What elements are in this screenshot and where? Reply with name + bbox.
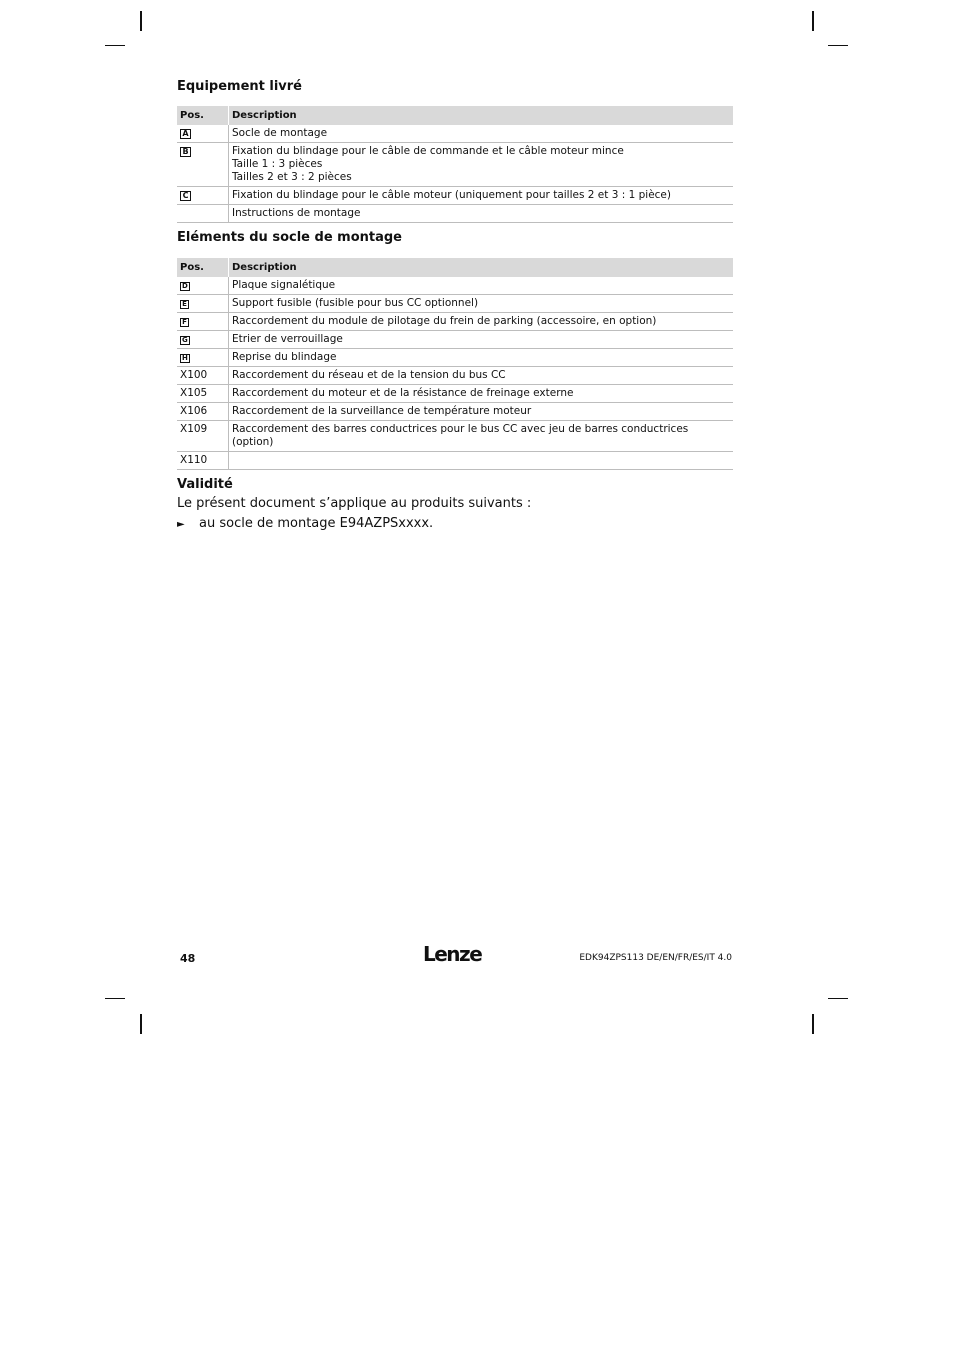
- crop-mark: [812, 11, 814, 31]
- cell-pos: X106: [177, 403, 229, 421]
- cell-description: Plaque signalétique: [229, 277, 734, 295]
- table-row: [177, 421, 733, 452]
- page-number: 48: [180, 952, 196, 965]
- position-letter-box: D: [182, 282, 188, 290]
- cell-pos: [177, 349, 229, 367]
- cell-pos: [177, 143, 229, 187]
- table-row: [177, 313, 733, 331]
- table-row: [177, 367, 733, 385]
- cell-description: Fixation du blindage pour le câble moteur (uniquement pour tailles 2 et 3 : 1 pièce): [229, 187, 734, 205]
- position-letter-box: E: [180, 300, 189, 309]
- cell-description: Raccordement du moteur et de la résistance de freinage externe: [229, 385, 734, 403]
- position-letter-box: F: [180, 318, 189, 327]
- position-letter-box: B: [180, 147, 191, 157]
- table-row: [177, 187, 733, 205]
- table-equipement: [177, 106, 733, 223]
- table-row: [177, 277, 733, 295]
- crop-mark: [105, 45, 125, 46]
- bullet-text: au socle de montage E94AZPSxxxx.: [199, 516, 434, 531]
- page-content: [177, 78, 733, 535]
- crop-mark: [140, 1014, 142, 1034]
- cell-pos: X100: [177, 367, 229, 385]
- cell-description: Support fusible (fusible pour bus CC optionnel): [229, 295, 734, 313]
- validite-bullet-item: [177, 514, 733, 535]
- crop-mark: [105, 998, 125, 999]
- table-row: [177, 143, 733, 187]
- table-row: [177, 349, 733, 367]
- table-elements: [177, 258, 733, 470]
- crop-mark: [812, 1014, 814, 1034]
- position-letter-box: H: [182, 354, 188, 362]
- header-pos: Pos.: [177, 258, 229, 277]
- cell-description: Socle de montage: [229, 125, 734, 143]
- document-id: EDK94ZPS113 DE/EN/FR/ES/IT 4.0: [579, 953, 732, 963]
- cell-description: [229, 452, 734, 470]
- section-title-equipement: Equipement livré: [177, 79, 302, 94]
- table-row: [177, 331, 733, 349]
- position-letter-box: C: [180, 191, 191, 201]
- cell-description: Instructions de montage: [229, 205, 734, 223]
- cell-description: Raccordement du réseau et de la tension du bus CC: [229, 367, 734, 385]
- cell-pos: [177, 125, 229, 143]
- position-letter-box: A: [180, 129, 191, 139]
- lenze-logo: Lenze: [423, 942, 482, 966]
- cell-pos: [177, 277, 229, 295]
- table-row: [177, 125, 733, 143]
- cell-description: Raccordement de la surveillance de température moteur: [229, 403, 734, 421]
- cell-description: Etrier de verrouillage: [229, 331, 734, 349]
- section-title-elements: Eléments du socle de montage: [177, 230, 402, 245]
- cell-pos: X105: [177, 385, 229, 403]
- crop-mark: [828, 998, 848, 999]
- cell-pos: [177, 331, 229, 349]
- cell-description: Raccordement des barres conductrices pour le bus CC avec jeu de barres conductrices (option): [229, 421, 734, 452]
- table-row: [177, 403, 733, 421]
- cell-pos: X110: [177, 452, 229, 470]
- table-row: [177, 452, 733, 470]
- position-letter-box: G: [182, 336, 188, 344]
- cell-pos: [177, 187, 229, 205]
- cell-pos: [177, 295, 229, 313]
- cell-description: Raccordement du module de pilotage du frein de parking (accessoire, en option): [229, 313, 734, 331]
- header-pos: Pos.: [177, 106, 229, 125]
- cell-description: Fixation du blindage pour le câble de commande et le câble moteur mince Taille 1 : 3 pièces Tailles 2 et 3 : 2 pièces: [229, 143, 734, 187]
- table-row: [177, 385, 733, 403]
- header-description: Description: [229, 258, 734, 277]
- table-row: [177, 295, 733, 313]
- header-description: Description: [229, 106, 734, 125]
- validite-text: Le présent document s’applique au produits suivants :: [177, 496, 532, 511]
- table-row: [177, 205, 733, 223]
- bullet-arrow-icon: ►: [177, 519, 185, 530]
- cell-pos: [177, 205, 229, 223]
- crop-mark: [828, 45, 848, 46]
- cell-pos: X109: [177, 421, 229, 452]
- cell-pos: [177, 313, 229, 331]
- section-title-validite: Validité: [177, 477, 233, 492]
- crop-mark: [140, 11, 142, 31]
- cell-description: Reprise du blindage: [229, 349, 734, 367]
